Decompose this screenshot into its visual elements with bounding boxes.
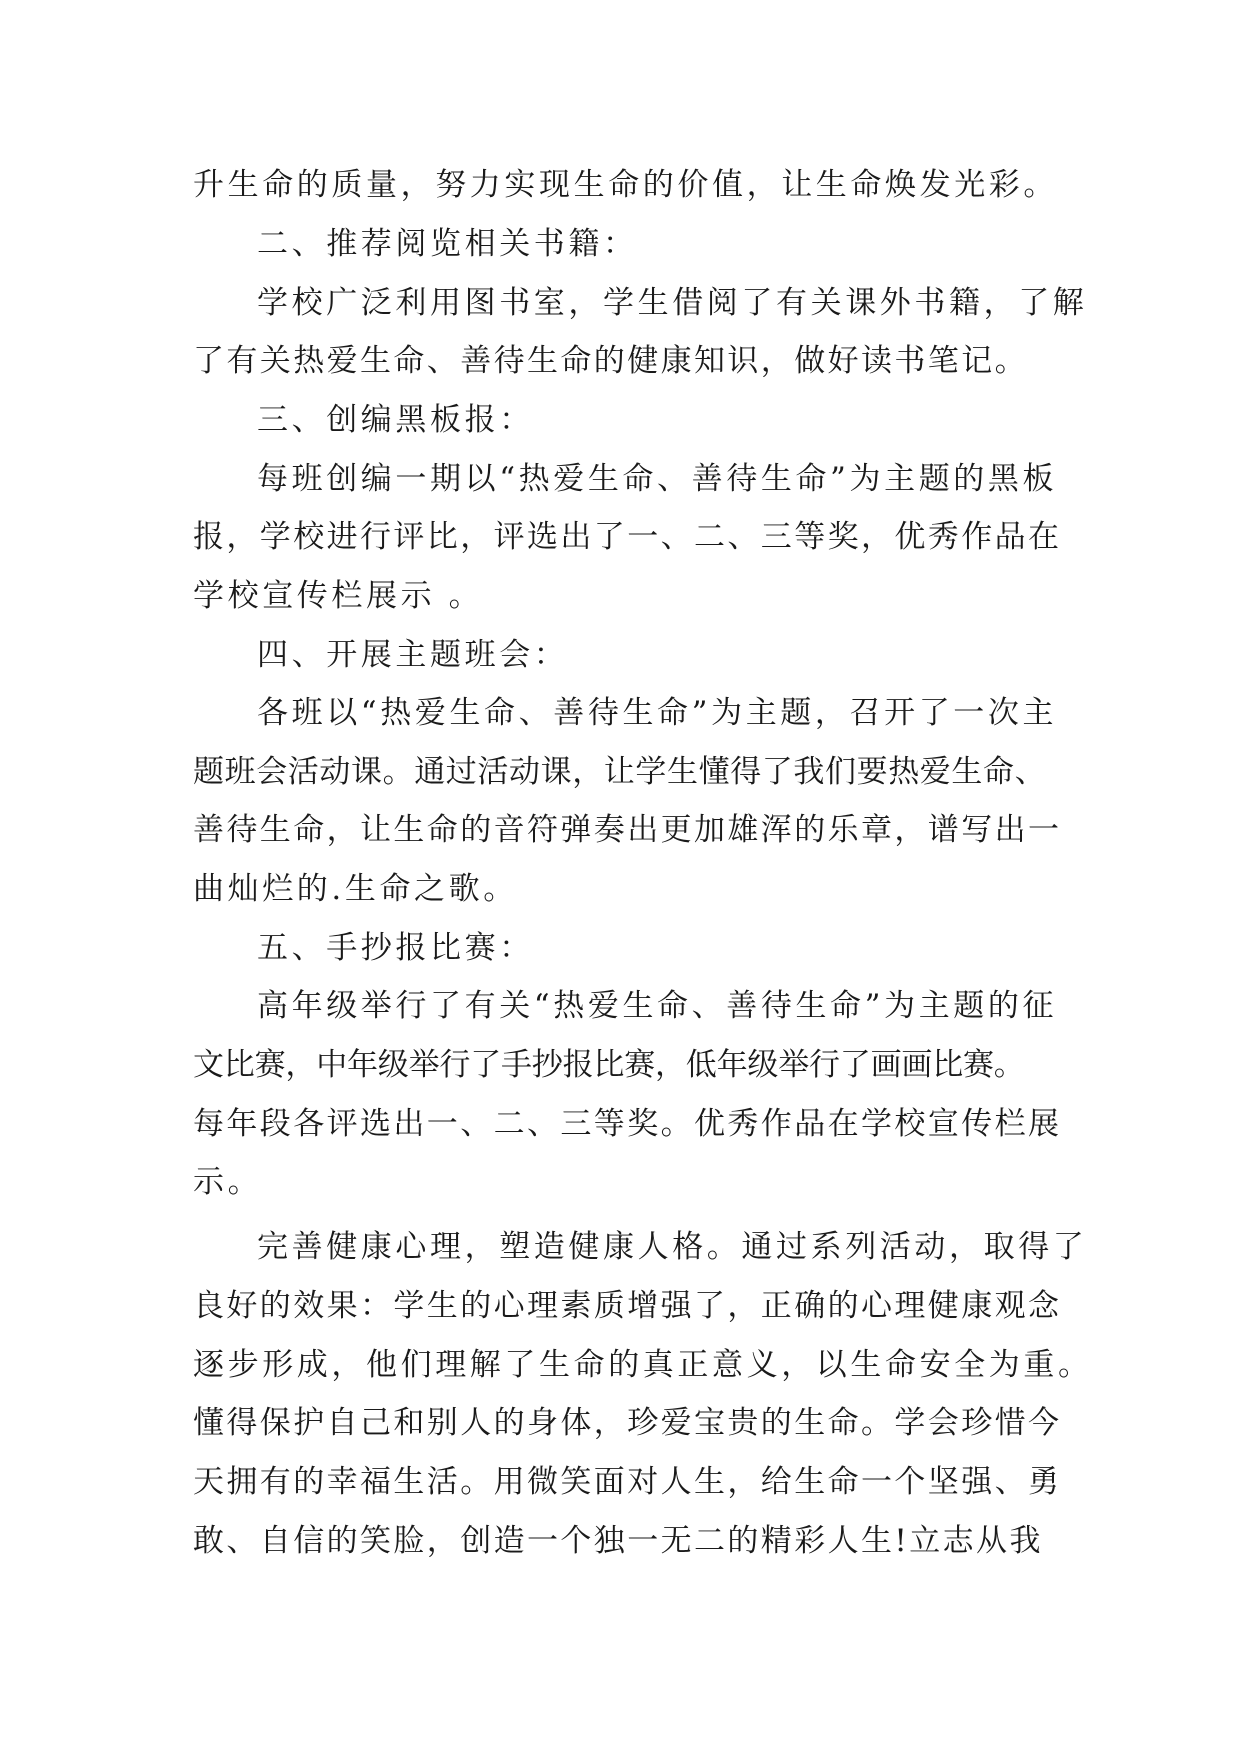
paragraph-line: 曲灿烂的.生命之歌。 <box>193 871 518 907</box>
paragraph-line: 高年级举行了有关“热爱生命、善待生命”为主题的征 <box>257 988 1058 1024</box>
paragraph-line: 每年段各评选出一、二、三等奖。优秀作品在学校宣传栏展 <box>193 1106 1062 1142</box>
paragraph-line: 逐步形成，他们理解了生命的真正意义，以生命安全为重。 <box>193 1347 1093 1383</box>
paragraph-line: 懂得保护自己和别人的身体，珍爱宝贵的生命。学会珍惜今 <box>193 1405 1062 1441</box>
paragraph-line: 善待生命，让生命的音符弹奏出更加雄浑的乐章，谱写出一 <box>193 812 1062 848</box>
paragraph-line: 每班创编一期以“热爱生命、善待生命”为主题的黑板 <box>257 461 1058 497</box>
paragraph-line: 学校宣传栏展示 。 <box>193 578 484 614</box>
section-heading: 五、手抄报比赛： <box>257 930 534 966</box>
paragraph-line: 报，学校进行评比，评选出了一、二、三等奖，优秀作品在 <box>193 519 1062 555</box>
paragraph-line: 敢、自信的笑脸，创造一个独一无二的精彩人生!立志从我 <box>193 1523 1043 1559</box>
paragraph-line: 学校广泛利用图书室，学生借阅了有关课外书籍，了解 <box>257 285 1088 321</box>
section-heading: 二、推荐阅览相关书籍： <box>257 226 638 262</box>
paragraph-line: 题班会活动课。通过活动课，让学生懂得了我们要热爱生命、 <box>193 754 1047 790</box>
paragraph-line: 各班以“热爱生命、善待生命”为主题，召开了一次主 <box>257 695 1058 731</box>
paragraph-line: 良好的效果：学生的心理素质增强了，正确的心理健康观念 <box>193 1288 1062 1324</box>
paragraph-line: 文比赛，中年级举行了手抄报比赛，低年级举行了画画比赛。 <box>193 1047 1025 1083</box>
paragraph-line: 升生命的质量，努力实现生命的价值，让生命焕发光彩。 <box>193 167 1058 203</box>
paragraph-line: 了有关热爱生命、善待生命的健康知识，做好读书笔记。 <box>193 343 1028 379</box>
section-heading: 四、开展主题班会： <box>257 637 569 673</box>
section-heading: 三、创编黑板报： <box>257 402 534 438</box>
paragraph-line: 完善健康心理，塑造健康人格。通过系列活动，取得了 <box>257 1229 1088 1265</box>
paragraph-line: 示。 <box>193 1164 263 1200</box>
paragraph-line: 天拥有的幸福生活。用微笑面对人生，给生命一个坚强、勇 <box>193 1464 1062 1500</box>
